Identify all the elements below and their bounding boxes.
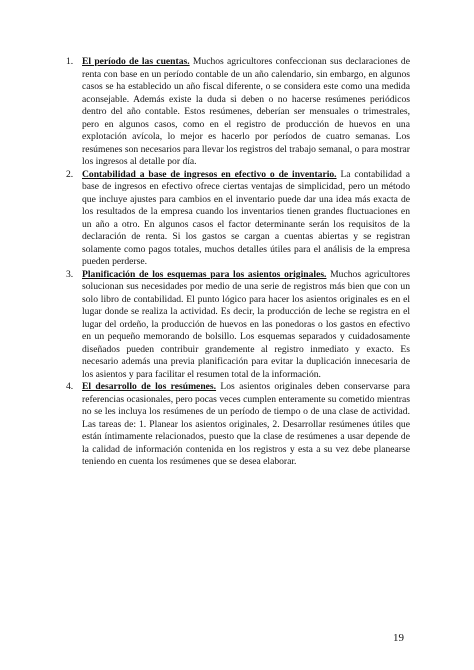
item-text bbox=[82, 169, 410, 269]
page-number: 19 bbox=[393, 632, 404, 644]
list-item bbox=[66, 56, 410, 169]
item-number: 2. bbox=[66, 168, 74, 180]
item-text bbox=[82, 381, 410, 469]
item-body: Muchos agricultores confeccionan sus declaraciones de renta con base en un período contable de un año calendario, sin embargo, en algunos casos se ha establecido un año fiscal diferente, o se considera este como una medida aconsejable. Además existe la duda si deben o no hacerse resúmenes periódicos dentro del año contable. Estos resúmenes, deberían ser mensuales o trimestrales, pero en algunos casos, como en el registro de producción de huevos en una explotación avícola, lo mejor es hacerlo por períodos de cuatro semanas. Los resúmenes son necesarios para llevar los registros del trabajo semanal, o para mostrar los ingresos al detalle por día. bbox=[82, 56, 410, 167]
item-heading: Contabilidad a base de ingresos en efectivo o de inventario. bbox=[82, 168, 337, 180]
item-body: Los asientos originales deben conservarse para referencias ocasionales, pero pocas veces cumplen enteramente su cometido mientras no se les incluya los resúmenes de un período de tiempo o de una clase de actividad. Las tareas de: 1. Planear los asientos originales, 2. Desarrollar resúmenes útiles que están íntimamente relacionados, puesto que la clase de resúmenes a usar depende de la calidad de información contenida en los registros y esta a su vez debe planearse teniendo en cuenta los resúmenes que se desea elaborar. bbox=[82, 381, 410, 467]
item-text bbox=[82, 56, 410, 169]
item-heading: El período de las cuentas. bbox=[82, 56, 190, 67]
item-heading: Planificación de los esquemas para los asientos originales. bbox=[82, 268, 327, 280]
list-item bbox=[66, 168, 410, 269]
item-body: La contabilidad a base de ingresos en efectivo ofrece ciertas ventajas de simplicidad, pero un método que incluye ajustes para cambios en el inventario puede dar una idea más exacta de los resultados de la empresa cuando los inventarios tienen grandes fluctuaciones en un año a otro. En algunos casos el factor determinante serán los requisitos de la declaración de renta. Si los gastos se cargan a cuentas abiertas y se registran solamente como pagos totales, muchos detalles útiles para el análisis de la empresa pueden perderse. bbox=[82, 168, 410, 267]
item-body: Muchos agricultores solucionan sus necesidades por medio de una serie de registros más bien que con un solo libro de contabilidad. El punto lógico para hacer los asientos originales es en el lugar donde se realiza la actividad. Es decir, la producción de leche se registra en el lugar del ordeño, la producción de huevos en las ponedoras o los gastos en efectivo en un pequeño memorando de bolsillo. Los esquemas separados y cuidadosamente diseñados pueden contribuir grandemente al registro inmediato y exacto. Es necesario además una previa planificación para evitar la duplicación innecesaria de los asientos y para facilitar el resumen total de la información. bbox=[82, 268, 410, 380]
numbered-list bbox=[66, 56, 410, 469]
item-number: 3. bbox=[66, 268, 74, 280]
item-number: 4. bbox=[66, 381, 74, 392]
list-item bbox=[66, 268, 410, 382]
item-text bbox=[82, 269, 410, 382]
list-item bbox=[66, 381, 410, 469]
item-number: 1. bbox=[66, 56, 74, 67]
item-heading: El desarrollo de los resúmenes. bbox=[82, 381, 217, 392]
